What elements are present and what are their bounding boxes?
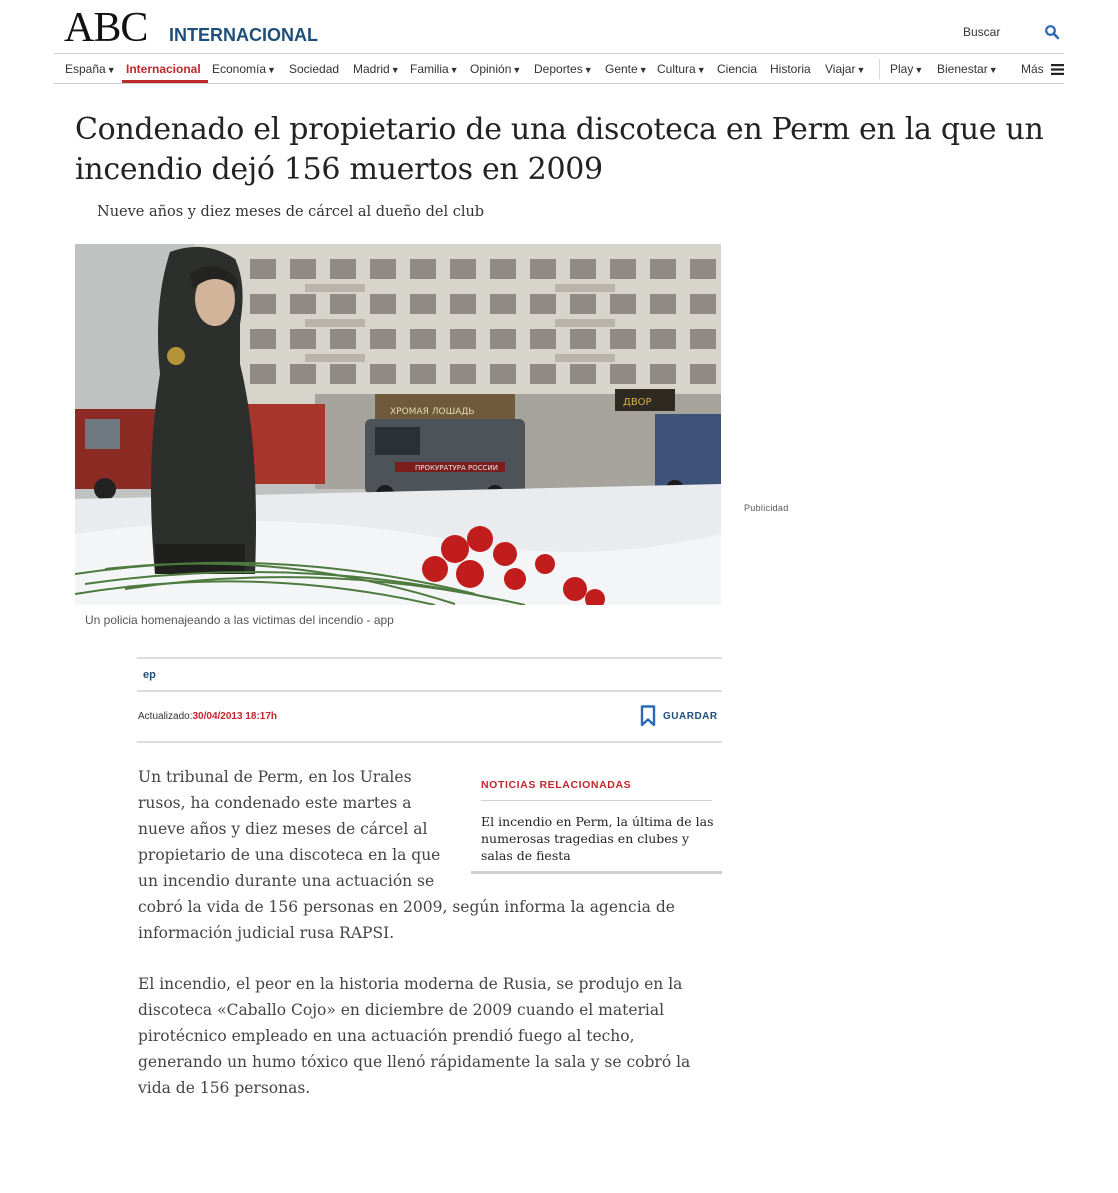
nav-item-historia[interactable]: Historia — [770, 62, 811, 76]
nav-separator — [879, 59, 880, 79]
updated-date: 30/04/2013 18:17h — [192, 711, 277, 722]
store-sign-text: ДВОР — [623, 397, 652, 408]
nav-item-economia[interactable]: Economía▼ — [212, 62, 276, 76]
updated-timestamp — [138, 711, 277, 722]
author-byline[interactable]: ep — [143, 669, 156, 681]
nav-item-espana[interactable]: España▼ — [65, 62, 116, 76]
article-headline: Condenado el propietario de una discoteca en Perm en la que un incendio dejó 156 muertos en 2009 — [75, 112, 1044, 187]
nav-item-bienestar[interactable]: Bienestar▼ — [937, 62, 998, 76]
bookmark-icon — [640, 705, 656, 727]
divider — [471, 871, 722, 874]
search-label[interactable]: Buscar — [963, 25, 1001, 39]
article-paragraph-continued: cobró la vida de 156 personas en 2009, según informa la agencia de información judicial rusa RAPSI. — [138, 898, 675, 942]
nav-item-deportes[interactable]: Deportes▼ — [534, 62, 593, 76]
article-paragraph: El incendio, el peor en la historia moderna de Rusia, se produjo en la discoteca «Caballo Cojo» en diciembre de 2009 cuando el material pirotécnico empleado en una actuación prendió fuego al techo, generando un humo tóxico que llenó rápidamente la sala y se cobró la vida de 156 personas. — [138, 975, 691, 1097]
article-photo[interactable] — [75, 244, 721, 605]
related-news-link[interactable]: El incendio en Perm, la última de las numerosas tragedias en clubes y salas de fiesta — [481, 814, 714, 863]
article-paragraph: Un tribunal de Perm, en los Urales rusos, ha condenado este martes a nueve años y diez meses de cárcel al propietario de una discoteca en la que un incendio durante una actuación se — [138, 768, 441, 890]
updated-label: Actualizado: — [138, 711, 193, 722]
nav-item-madrid[interactable]: Madrid▼ — [353, 62, 400, 76]
hamburger-menu-icon[interactable] — [1051, 64, 1064, 75]
search-icon[interactable] — [1044, 24, 1060, 40]
save-button[interactable] — [638, 705, 724, 729]
divider — [137, 657, 722, 659]
nav-item-mas[interactable]: Más — [1021, 62, 1044, 76]
active-tab-indicator — [122, 80, 208, 83]
nav-item-sociedad[interactable]: Sociedad — [289, 62, 340, 76]
divider — [137, 690, 722, 692]
van-text: ПРОКУРАТУРА РОССИИ — [415, 464, 498, 472]
related-news-box — [471, 775, 722, 875]
photo-caption: Un policia homenajeando a las victimas del incendio - app — [85, 613, 394, 627]
nav-item-viajar[interactable]: Viajar▼ — [825, 62, 866, 76]
save-label: GUARDAR — [663, 711, 718, 722]
divider — [481, 800, 712, 801]
nav-item-play[interactable]: Play▼ — [890, 62, 924, 76]
ad-label: Publicidad — [744, 503, 789, 513]
nav-item-internacional[interactable]: Internacional — [126, 62, 201, 76]
nav-item-familia[interactable]: Familia▼ — [410, 62, 459, 76]
article-subheadline: Nueve años y diez meses de cárcel al dueño del club — [97, 204, 485, 220]
related-news-heading: NOTICIAS RELACIONADAS — [481, 779, 632, 791]
main-nav — [54, 55, 1064, 84]
section-title[interactable]: INTERNACIONAL — [169, 25, 318, 45]
nav-item-gente[interactable]: Gente▼ — [605, 62, 648, 76]
nav-item-cultura[interactable]: Cultura▼ — [657, 62, 706, 76]
club-sign-text: ХРОМАЯ ЛОШАДЬ — [390, 407, 475, 417]
nav-item-ciencia[interactable]: Ciencia — [717, 62, 758, 76]
site-header — [54, 0, 1064, 54]
divider — [137, 741, 722, 743]
abc-logo[interactable]: ABC — [64, 5, 148, 51]
nav-item-opinion[interactable]: Opinión▼ — [470, 62, 522, 76]
